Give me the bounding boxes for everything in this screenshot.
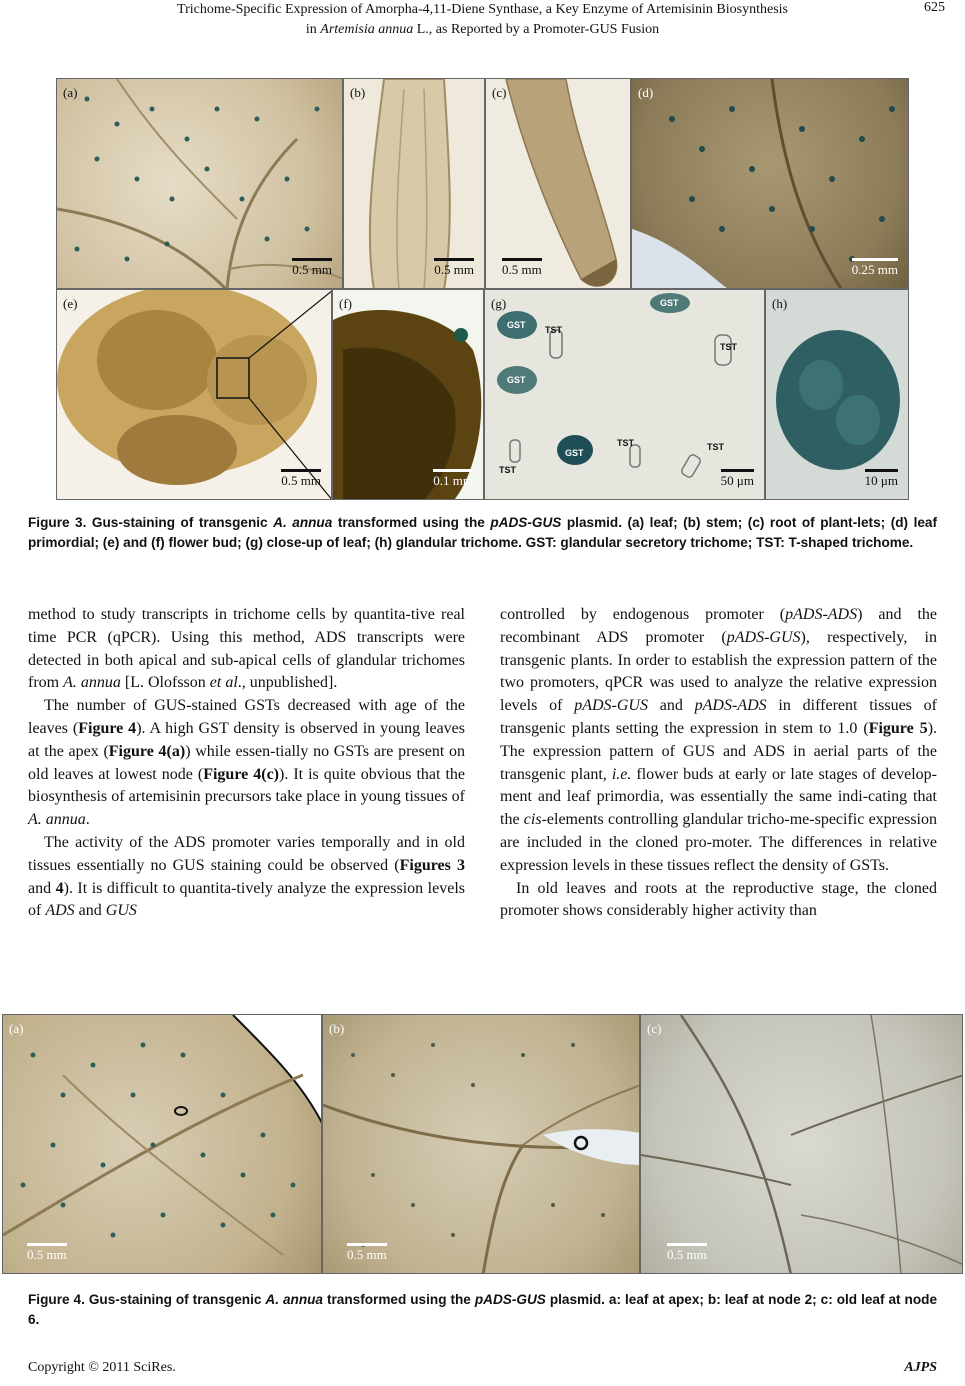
scale-bar-icon: [502, 258, 542, 261]
fig3-panel-h: [765, 289, 909, 500]
cap3-text-2: transformed using the: [332, 515, 491, 530]
fig4-label-b: (b): [329, 1021, 345, 1036]
scale-bar-icon: [865, 469, 898, 472]
header-line2-italic: Artemisia annua: [320, 22, 414, 37]
figure-ref: 4: [55, 879, 64, 897]
g-label-tst-1: TST: [545, 325, 562, 335]
txt: flower buds at early or late stages of develop-ment and leaf primordia, was essentially the same indi-cating that the: [500, 765, 937, 829]
fig3-scale-b: [434, 258, 474, 278]
scale-text: 0.1 mm: [433, 473, 473, 488]
body-left-column: [28, 604, 465, 923]
page-number: 625: [924, 0, 945, 15]
fig3-panel-a: [56, 78, 343, 289]
fig3-scale-a: [292, 258, 332, 278]
cap4-text-2: transformed using the: [323, 1292, 475, 1307]
scale-bar-icon: [667, 1243, 707, 1246]
txt-italic: A. annua: [28, 811, 86, 829]
scale-text: 0.5 mm: [667, 1247, 707, 1262]
fig3-panel-g: [484, 289, 765, 500]
txt: method to study transcripts in trichome cells by quantita-tive real time PCR (qPCR). Using this method, ADS transcripts were detected in both apical and sub-apical cells of glandular trichomes from: [28, 606, 465, 692]
copyright-notice: Copyright © 2011 SciRes.: [28, 1360, 176, 1375]
fig3-label-b: (b): [350, 85, 366, 100]
cap3-italic-2: pADS-GUS: [490, 515, 562, 530]
fig4-b-leaf-node2: [323, 1015, 640, 1274]
fig3-scale-c: [502, 258, 542, 278]
txt: ) while essen-tially no GSTs are present on old leaves at lowest node (: [28, 742, 466, 783]
cap4-text-1: Figure 4. Gus-staining of transgenic: [28, 1292, 266, 1307]
txt: The number of GUS-stained GSTs decreased with age of the leaves (: [28, 697, 465, 737]
txt: ). A high GST density is observed in young leaves at the apex (: [28, 719, 466, 760]
fig4-scale-c: [667, 1243, 707, 1263]
txt: -elements controlling glandular tricho-me-specific expression are included in the cloned pro-moter. The differences in relative expression levels in these tissues reflect the density of GSTs.: [500, 811, 938, 874]
left-para-2: [28, 695, 465, 832]
right-para-1: [500, 604, 937, 878]
g-label-tst-4: TST: [707, 442, 724, 452]
txt: and: [74, 902, 106, 920]
header-line-1: Trichome-Specific Expression of Amorpha-4,11-Diene Synthase, a Key Enzyme of Artemisinin Biosynthesis: [177, 2, 788, 17]
fig4-panel-a: [2, 1014, 322, 1274]
txt: in different tissues of transgenic plants setting the expression in stem to 1.0 (: [500, 697, 937, 737]
fig4-scale-b: [347, 1243, 387, 1263]
scale-bar-icon: [292, 258, 332, 261]
txt: controlled by endogenous promoter (: [500, 606, 786, 623]
fig3-scale-g: [721, 469, 754, 489]
running-header: [0, 0, 965, 40]
scale-text: 0.5 mm: [434, 262, 474, 277]
txt: and: [28, 879, 56, 897]
g-label-tst-5: TST: [499, 465, 516, 475]
fig3-panel-b: [343, 78, 485, 289]
fig3-scale-e: [281, 469, 321, 489]
cap3-italic-1: A. annua: [273, 515, 333, 530]
scale-bar-icon: [434, 258, 474, 261]
txt: ) and the recombinant ADS promoter (: [500, 606, 937, 646]
cap4-italic-2: pADS-GUS: [474, 1292, 546, 1307]
g-label-tst-2: TST: [720, 342, 737, 352]
g-label-gst-3: GST: [565, 448, 584, 458]
scale-text: 0.5 mm: [27, 1247, 67, 1262]
scale-bar-icon: [27, 1243, 67, 1246]
cap4-italic-1: A. annua: [265, 1292, 323, 1307]
figure-ref: Figure 4: [78, 719, 137, 737]
header-line-2: [0, 20, 965, 40]
txt: ). It is quite obvious that the biosynthesis of artemisinin precursors take place in young tissues of: [28, 765, 465, 806]
scale-text: 50 μm: [720, 473, 754, 488]
fig3-label-g: (g): [491, 296, 507, 311]
txt-italic: i.e.: [611, 765, 632, 783]
txt: ). It is difficult to quantita-tively analyze the expression levels of: [28, 879, 466, 920]
fig3-label-d: (d): [638, 85, 654, 100]
scale-bar-icon: [433, 469, 473, 472]
txt: ), respectively, in transgenic plants. In order to establish the expression pattern of the two promoters, qPCR was used to analyze the relative expression levels of: [500, 628, 937, 715]
scale-text: 0.25 mm: [851, 262, 898, 277]
txt-italic: pADS-GUS: [726, 628, 801, 646]
fig4-panel-c: [640, 1014, 963, 1274]
fig3-scale-h: [865, 469, 898, 489]
fig3-panel-f: [332, 289, 484, 500]
fig4-a-leaf-apex: [3, 1015, 322, 1274]
txt-italic: cis: [523, 811, 542, 829]
journal-name: AJPS: [904, 1360, 937, 1375]
figure-ref: Figure 5: [868, 719, 928, 737]
header-line2-post: L., as Reported by a Promoter-GUS Fusion: [413, 22, 660, 37]
txt-italic: pADS-ADS: [785, 606, 858, 623]
txt-italic: ADS: [45, 902, 75, 920]
txt: ., unpublished].: [237, 674, 338, 692]
txt: and: [647, 697, 695, 715]
g-label-tst-3: TST: [617, 438, 634, 448]
fig3-label-f: (f): [339, 296, 352, 311]
scale-bar-icon: [852, 258, 898, 261]
figure-4-caption: [28, 1290, 937, 1330]
fig3-scale-d: [852, 258, 898, 278]
fig3-label-c: (c): [492, 85, 507, 100]
fig3-panel-e: [56, 289, 332, 500]
fig3-panel-c: [485, 78, 631, 289]
txt: .: [85, 811, 90, 829]
figure-ref: Figure 4(c): [203, 765, 279, 783]
fig4-scale-a: [27, 1243, 67, 1263]
cap3-text-1: Figure 3. Gus-staining of transgenic: [28, 515, 274, 530]
cap4-text-3: plasmid. a: leaf at apex; b: leaf at node 2; c: old leaf at node 6.: [28, 1292, 938, 1327]
fig3-label-a: (a): [63, 85, 78, 100]
left-para-3: [28, 832, 465, 923]
g-label-gst-2: GST: [507, 375, 526, 385]
fig3-panel-d: [631, 78, 909, 289]
scale-text: 10 μm: [864, 473, 898, 488]
left-para-1: [28, 604, 465, 695]
scale-bar-icon: [347, 1243, 387, 1246]
txt: The activity of the ADS promoter varies temporally and in old tissues essentially no GUS staining could be observed (: [28, 833, 465, 874]
fig4-panel-b: [322, 1014, 640, 1274]
fig3-label-e: (e): [63, 296, 78, 311]
fig4-c-old-leaf: [641, 1015, 963, 1274]
txt: In old leaves and roots at the reproductive stage, the cloned promoter shows considerably higher activity than: [500, 879, 937, 920]
body-right-column: [500, 604, 937, 923]
cap3-text-3: plasmid. (a) leaf; (b) stem; (c) root of plant-lets; (d) leaf primordial; (e) and (f) flower bud; (g) close-up of leaf; (h) glandular trichome. GST: glandular secretory trichome; TST: T-shaped trichome.: [28, 515, 937, 550]
scale-text: 0.5 mm: [281, 473, 321, 488]
figure-ref: Figure 4(a): [108, 742, 186, 760]
txt-italic: A. annua: [63, 674, 121, 692]
scale-bar-icon: [281, 469, 321, 472]
g-label-gst-4: GST: [660, 298, 679, 308]
fig3-scale-f: [433, 469, 473, 489]
figure-ref: Figures 3: [399, 856, 465, 874]
scale-text: 0.5 mm: [347, 1247, 387, 1262]
figure-3-caption: [28, 513, 937, 553]
txt-italic: GUS: [105, 902, 137, 920]
fig3-label-h: (h): [772, 296, 788, 311]
txt: [L. Olofsson: [120, 674, 210, 692]
right-para-2: [500, 878, 937, 924]
scale-text: 0.5 mm: [292, 262, 332, 277]
txt-italic: pADS-ADS: [694, 697, 767, 715]
fig4-label-a: (a): [9, 1021, 24, 1036]
header-line2-pre: in: [305, 22, 321, 37]
txt: ). The expression pattern of GUS and ADS in aerial parts of the transgenic plant,: [500, 719, 938, 783]
g-label-gst-1: GST: [507, 320, 526, 330]
fig4-label-c: (c): [647, 1021, 662, 1036]
txt-italic: pADS-GUS: [574, 697, 648, 715]
scale-bar-icon: [721, 469, 754, 472]
txt-italic: et al: [209, 674, 238, 692]
scale-text: 0.5 mm: [502, 262, 542, 277]
